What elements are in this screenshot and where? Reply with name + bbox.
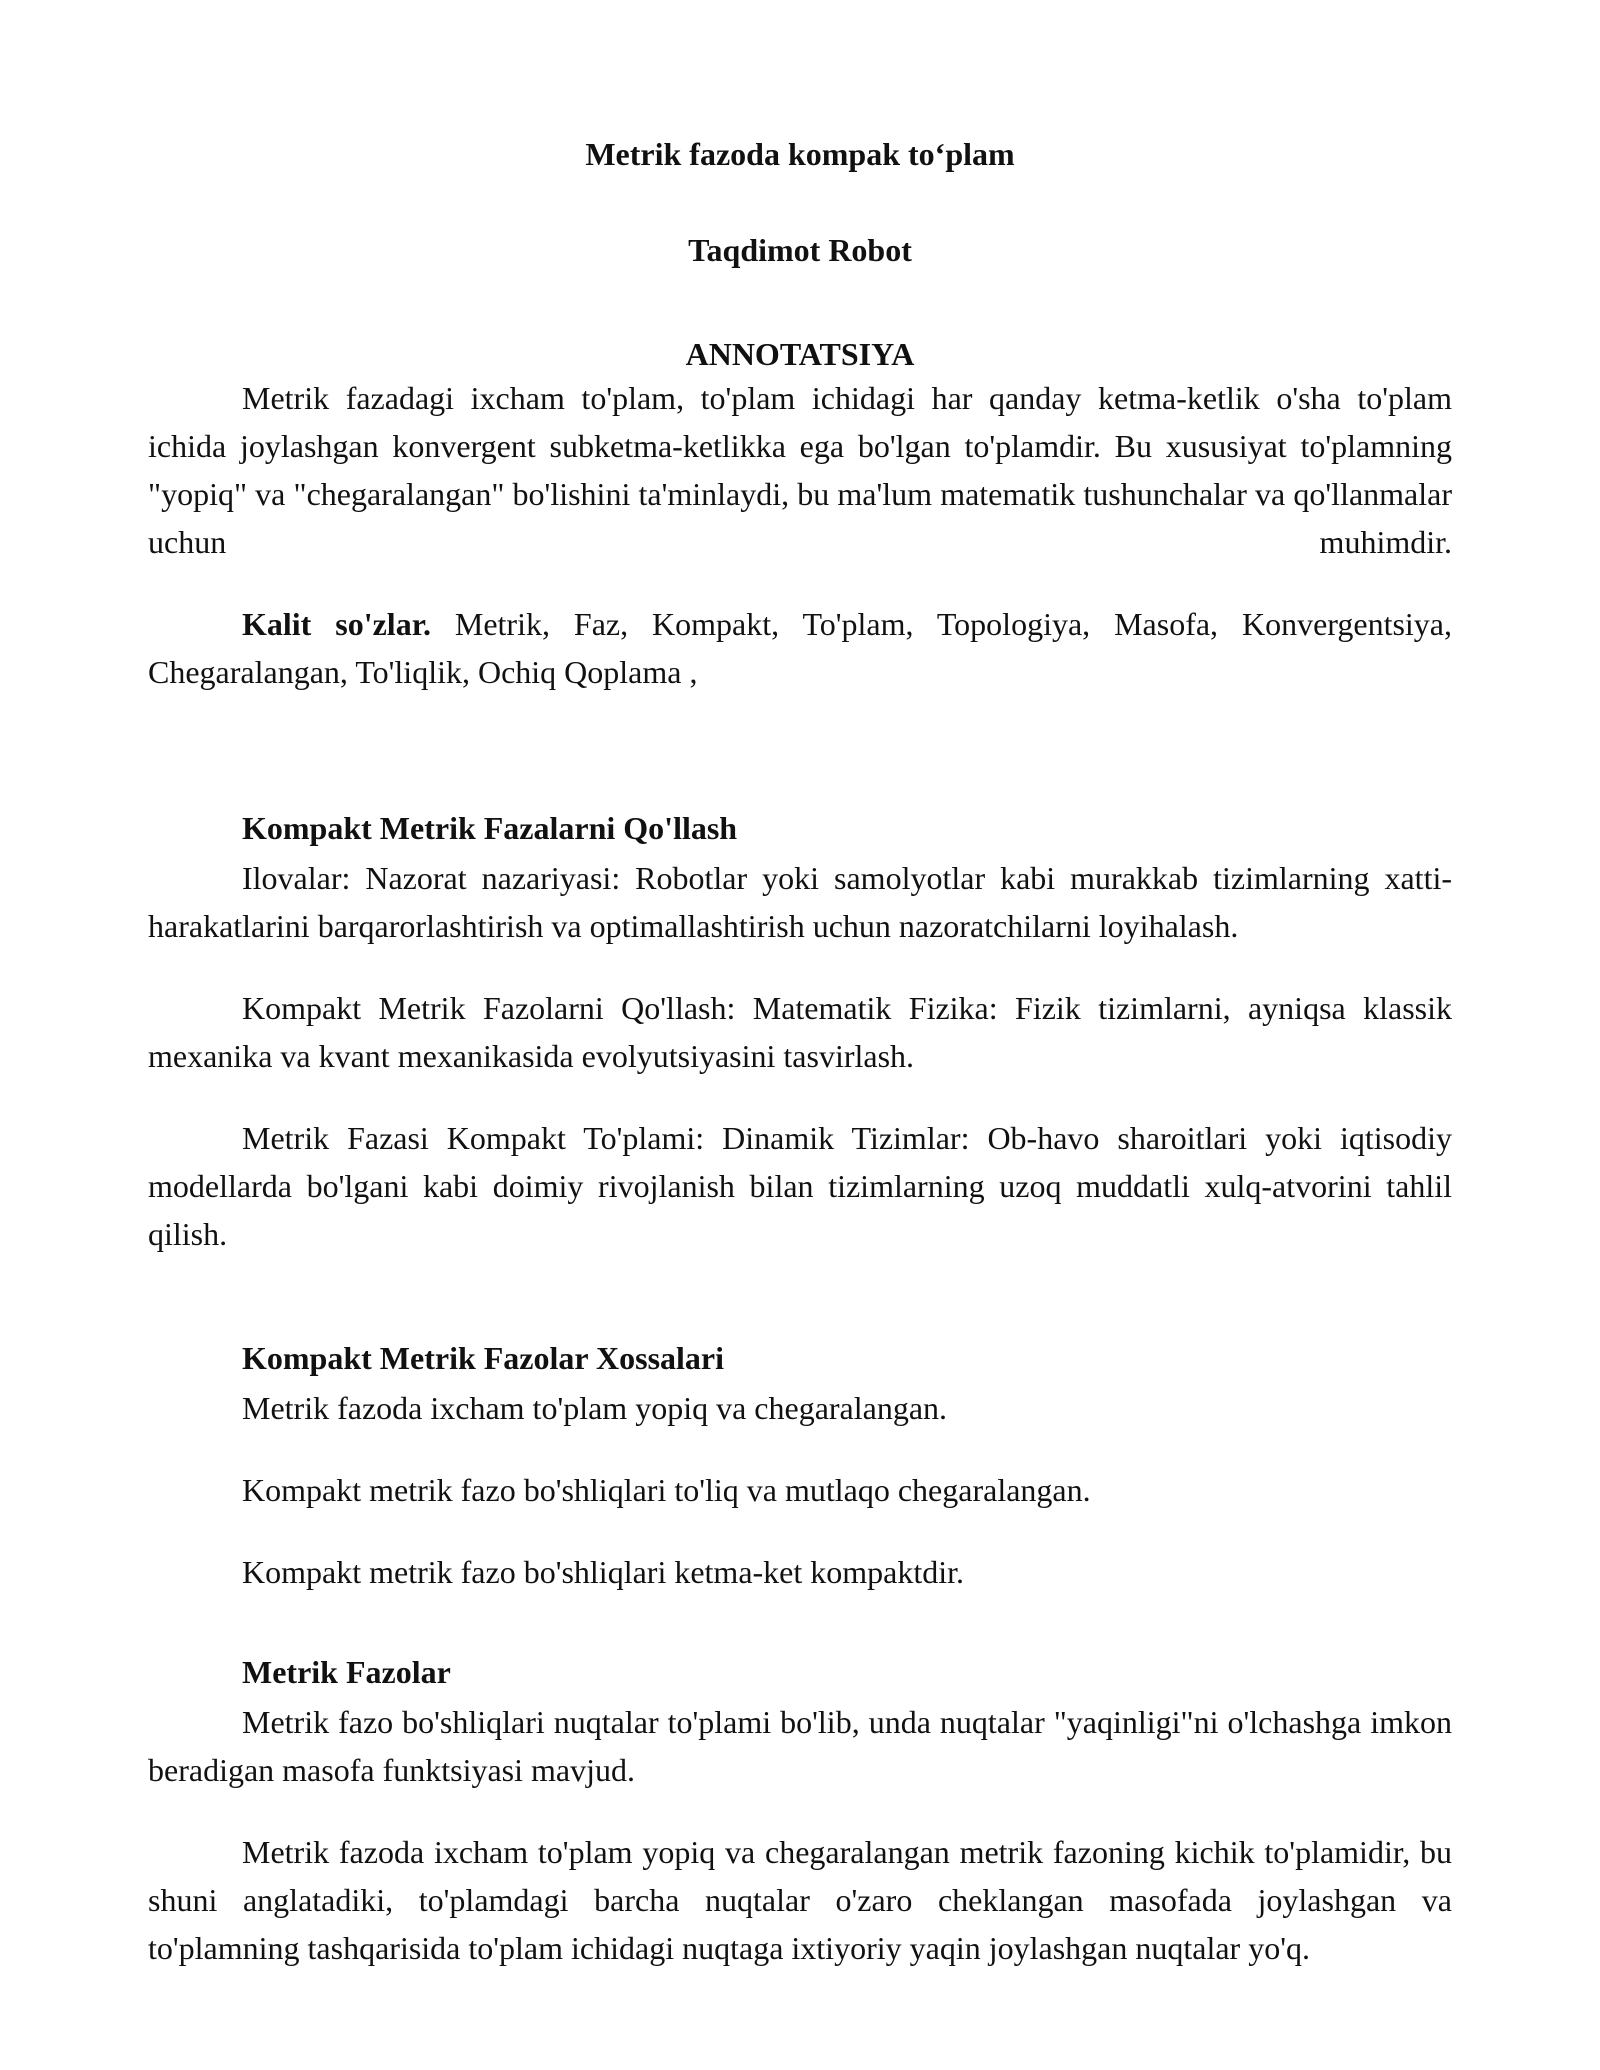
- section-paragraph: Metrik fazoda ixcham to'plam yopiq va chegaralangan metrik fazoning kichik to'plamidir, bu shuni anglatadiki, to'plamdagi barcha nuqtalar o'zaro cheklangan masofada joylashgan va to'plamning tashqarisida to'plam ichidagi nuqtaga ixtiyoriy yaqin joylashgan nuqtalar yo'q.: [148, 1834, 1452, 1966]
- section-paragraph: Metrik fazo bo'shliqlari nuqtalar to'plami bo'lib, unda nuqtalar "yaqinligi"ni o'lchashga imkon beradigan masofa funktsiyasi mavjud.: [148, 1704, 1452, 1788]
- author-line: Taqdimot Robot: [688, 232, 912, 268]
- section-heading-properties: Kompakt Metrik Fazolar Xossalari: [242, 1340, 725, 1376]
- keywords-list: Metrik, Faz, Kompakt, To'plam, Topologiya, Masofa, Konvergentsiya, Chegaralangan, To'liqlik, Ochiq Qoplama ,: [148, 606, 1452, 690]
- section-paragraph: Kompakt metrik fazo bo'shliqlari to'liq va mutlaqo chegaralangan.: [242, 1472, 1091, 1508]
- section-heading-metric-spaces: Metrik Fazolar: [242, 1654, 451, 1690]
- section-paragraph: Metrik fazoda ixcham to'plam yopiq va chegaralangan.: [242, 1390, 948, 1426]
- keywords-label: Kalit so'zlar.: [242, 606, 431, 642]
- section-paragraph: Kompakt metrik fazo bo'shliqlari ketma-ket kompaktdir.: [242, 1554, 965, 1590]
- section-paragraph: Ilovalar: Nazorat nazariyasi: Robotlar yoki samolyotlar kabi murakkab tizimlarning xatti-harakatlarini barqarorlashtirish va optimallashtirish uchun nazoratchilarni loyihalash.: [148, 860, 1452, 944]
- section-paragraph: Metrik Fazasi Kompakt To'plami: Dinamik Tizimlar: Ob-havo sharoitlari yoki iqtisodiy modellarda bo'lgani kabi doimiy rivojlanish bilan tizimlarning uzoq muddatli xulq-atvorini tahlil qilish.: [148, 1120, 1452, 1252]
- keywords-paragraph: [148, 600, 1452, 696]
- annotation-paragraph: Metrik fazadagi ixcham to'plam, to'plam ichidagi har qanday ketma-ketlik o'sha to'plam ichida joylashgan konvergent subketma-ketlikka ega bo'lgan to'plamdir. Bu xususiyat to'plamning "yopiq" va "chegaralangan" bo'lishini ta'minlaydi, bu ma'lum matematik tushunchalar va qo'llanmalar uchun muhimdir.: [148, 380, 1452, 560]
- section-heading-applications: Kompakt Metrik Fazalarni Qo'llash: [242, 810, 738, 846]
- section-paragraph: Kompakt Metrik Fazolarni Qo'llash: Matematik Fizika: Fizik tizimlarni, ayniqsa klassik mexanika va kvant mexanikasida evolyutsiyasini tasvirlash.: [148, 990, 1452, 1074]
- document-title: Metrik fazoda kompak to‘plam: [585, 136, 1015, 172]
- annotation-heading: ANNOTATSIYA: [685, 336, 915, 372]
